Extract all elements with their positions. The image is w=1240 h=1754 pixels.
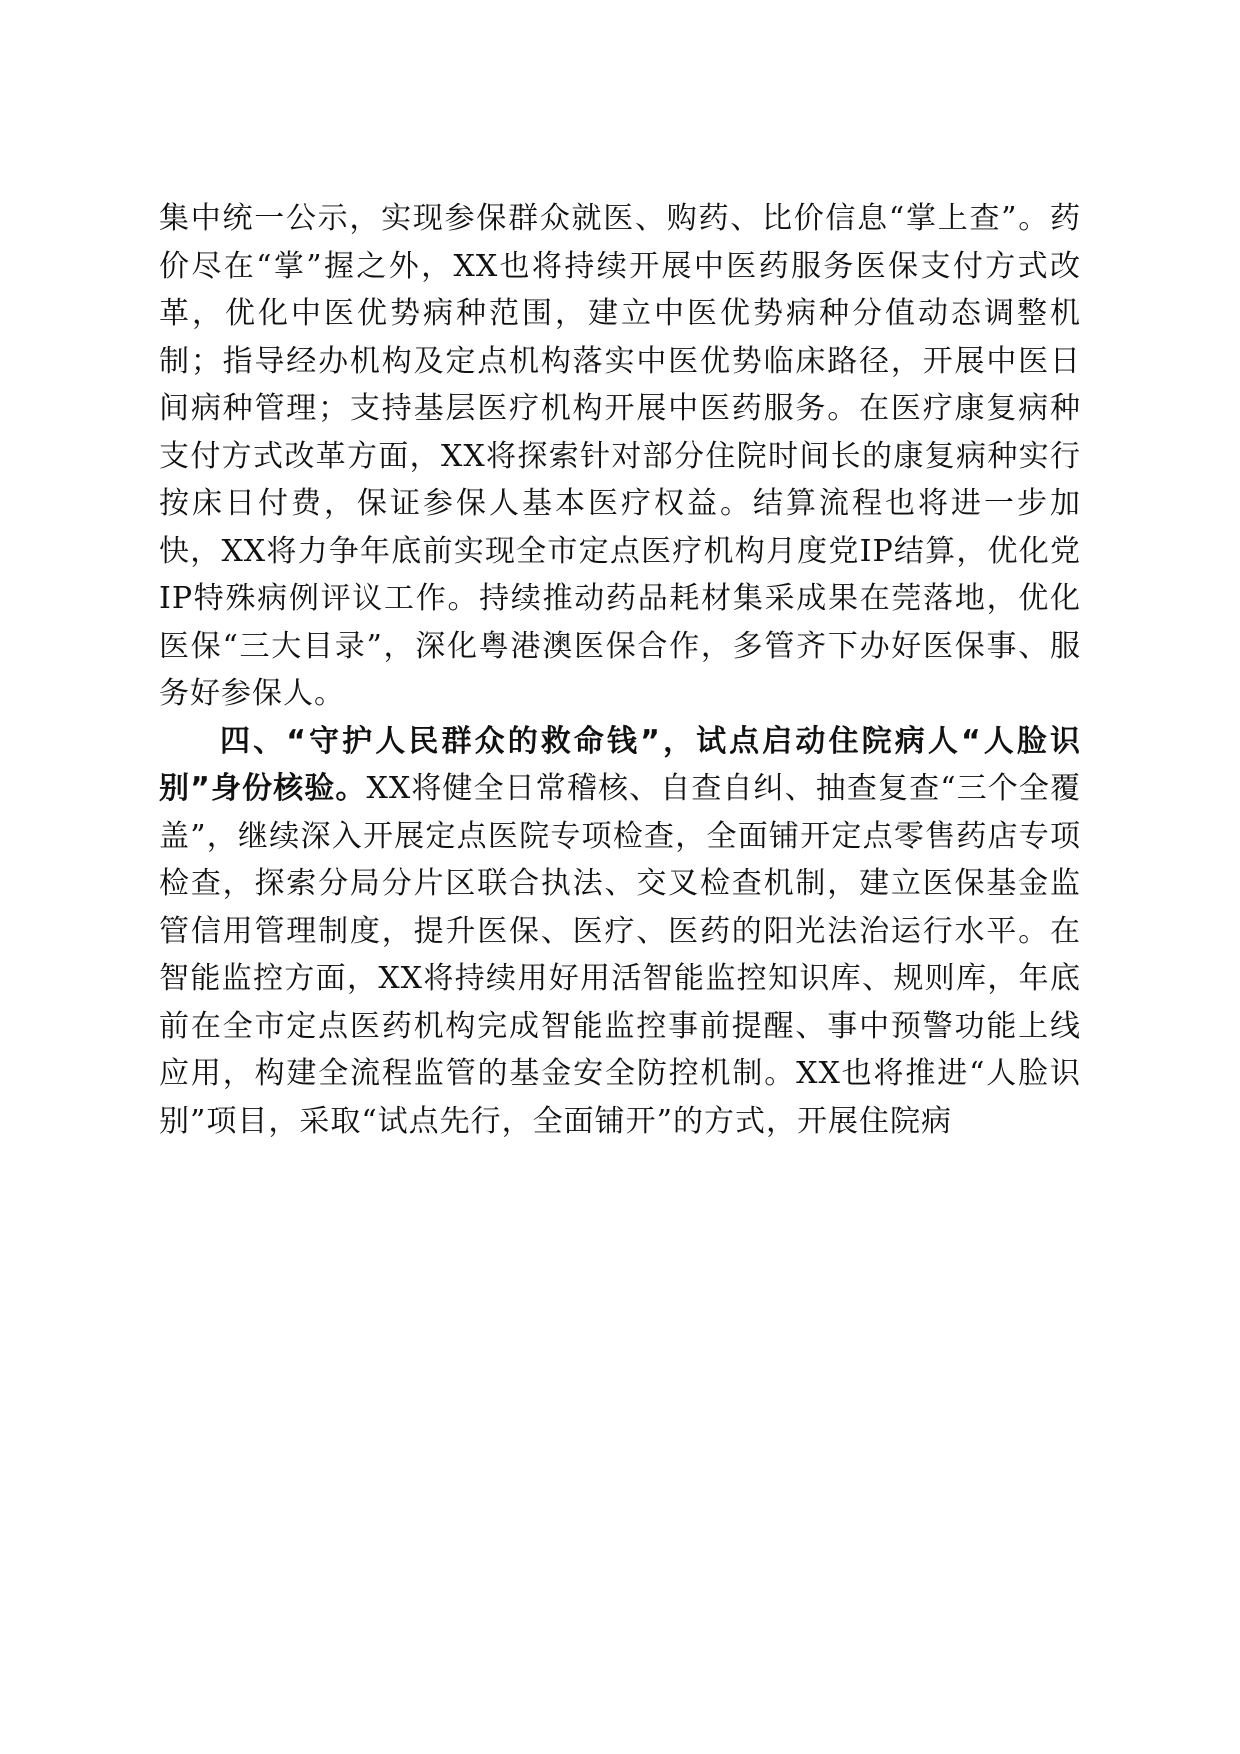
body-paragraph-1: 集中统一公示，实现参保群众就医、购药、比价信息“掌上查”。药价尽在“掌”握之外，XX也将持续开展中医药服务医保支付方式改革，优化中医优势病种范围，建立中医优势病种分值动态调整机制；指导经办机构及定点机构落实中医优势临床路径，开展中医日间病种管理；支持基层医疗机构开展中医药服务。在医疗康复病种支付方式改革方面，XX将探索针对部分住院时间长的康复病种实行按床日付费，保证参保人基本医疗权益。结算流程也将进一步加快，XX将力争年底前实现全市定点医疗机构月度党IP结算，优化党IP特殊病例评议工作。持续推动药品耗材集采成果在莞落地，优化医保“三大目录”，深化粤港澳医保合作，多管齐下办好医保事、服务好参保人。 <box>159 201 1081 711</box>
body-paragraph-2 <box>159 718 1081 1146</box>
section-4-body-text: XX将健全日常稽核、自查自纠、抽查复查“三个全覆盖”，继续深入开展定点医院专项检查，全面铺开定点零售药店专项检查，探索分局分片区联合执法、交叉检查机制，建立医保基金监管信用管理制度，提升医保、医疗、医药的阳光法治运行水平。在智能监控方面，XX将持续用好用活智能监控知识库、规则库，年底前在全市定点医药机构完成智能监控事前提醒、事中预警功能上线应用，构建全流程监管的基金安全防控机制。XX也将推进“人脸识别”项目，采取“试点先行，全面铺开”的方式，开展住院病 <box>159 771 1081 1139</box>
section-heading-4: 四、“守护人民群众的救命钱”，试点启动住院病人“人脸识别”身份核验。 <box>159 723 1081 806</box>
document-body <box>159 195 1081 1145</box>
